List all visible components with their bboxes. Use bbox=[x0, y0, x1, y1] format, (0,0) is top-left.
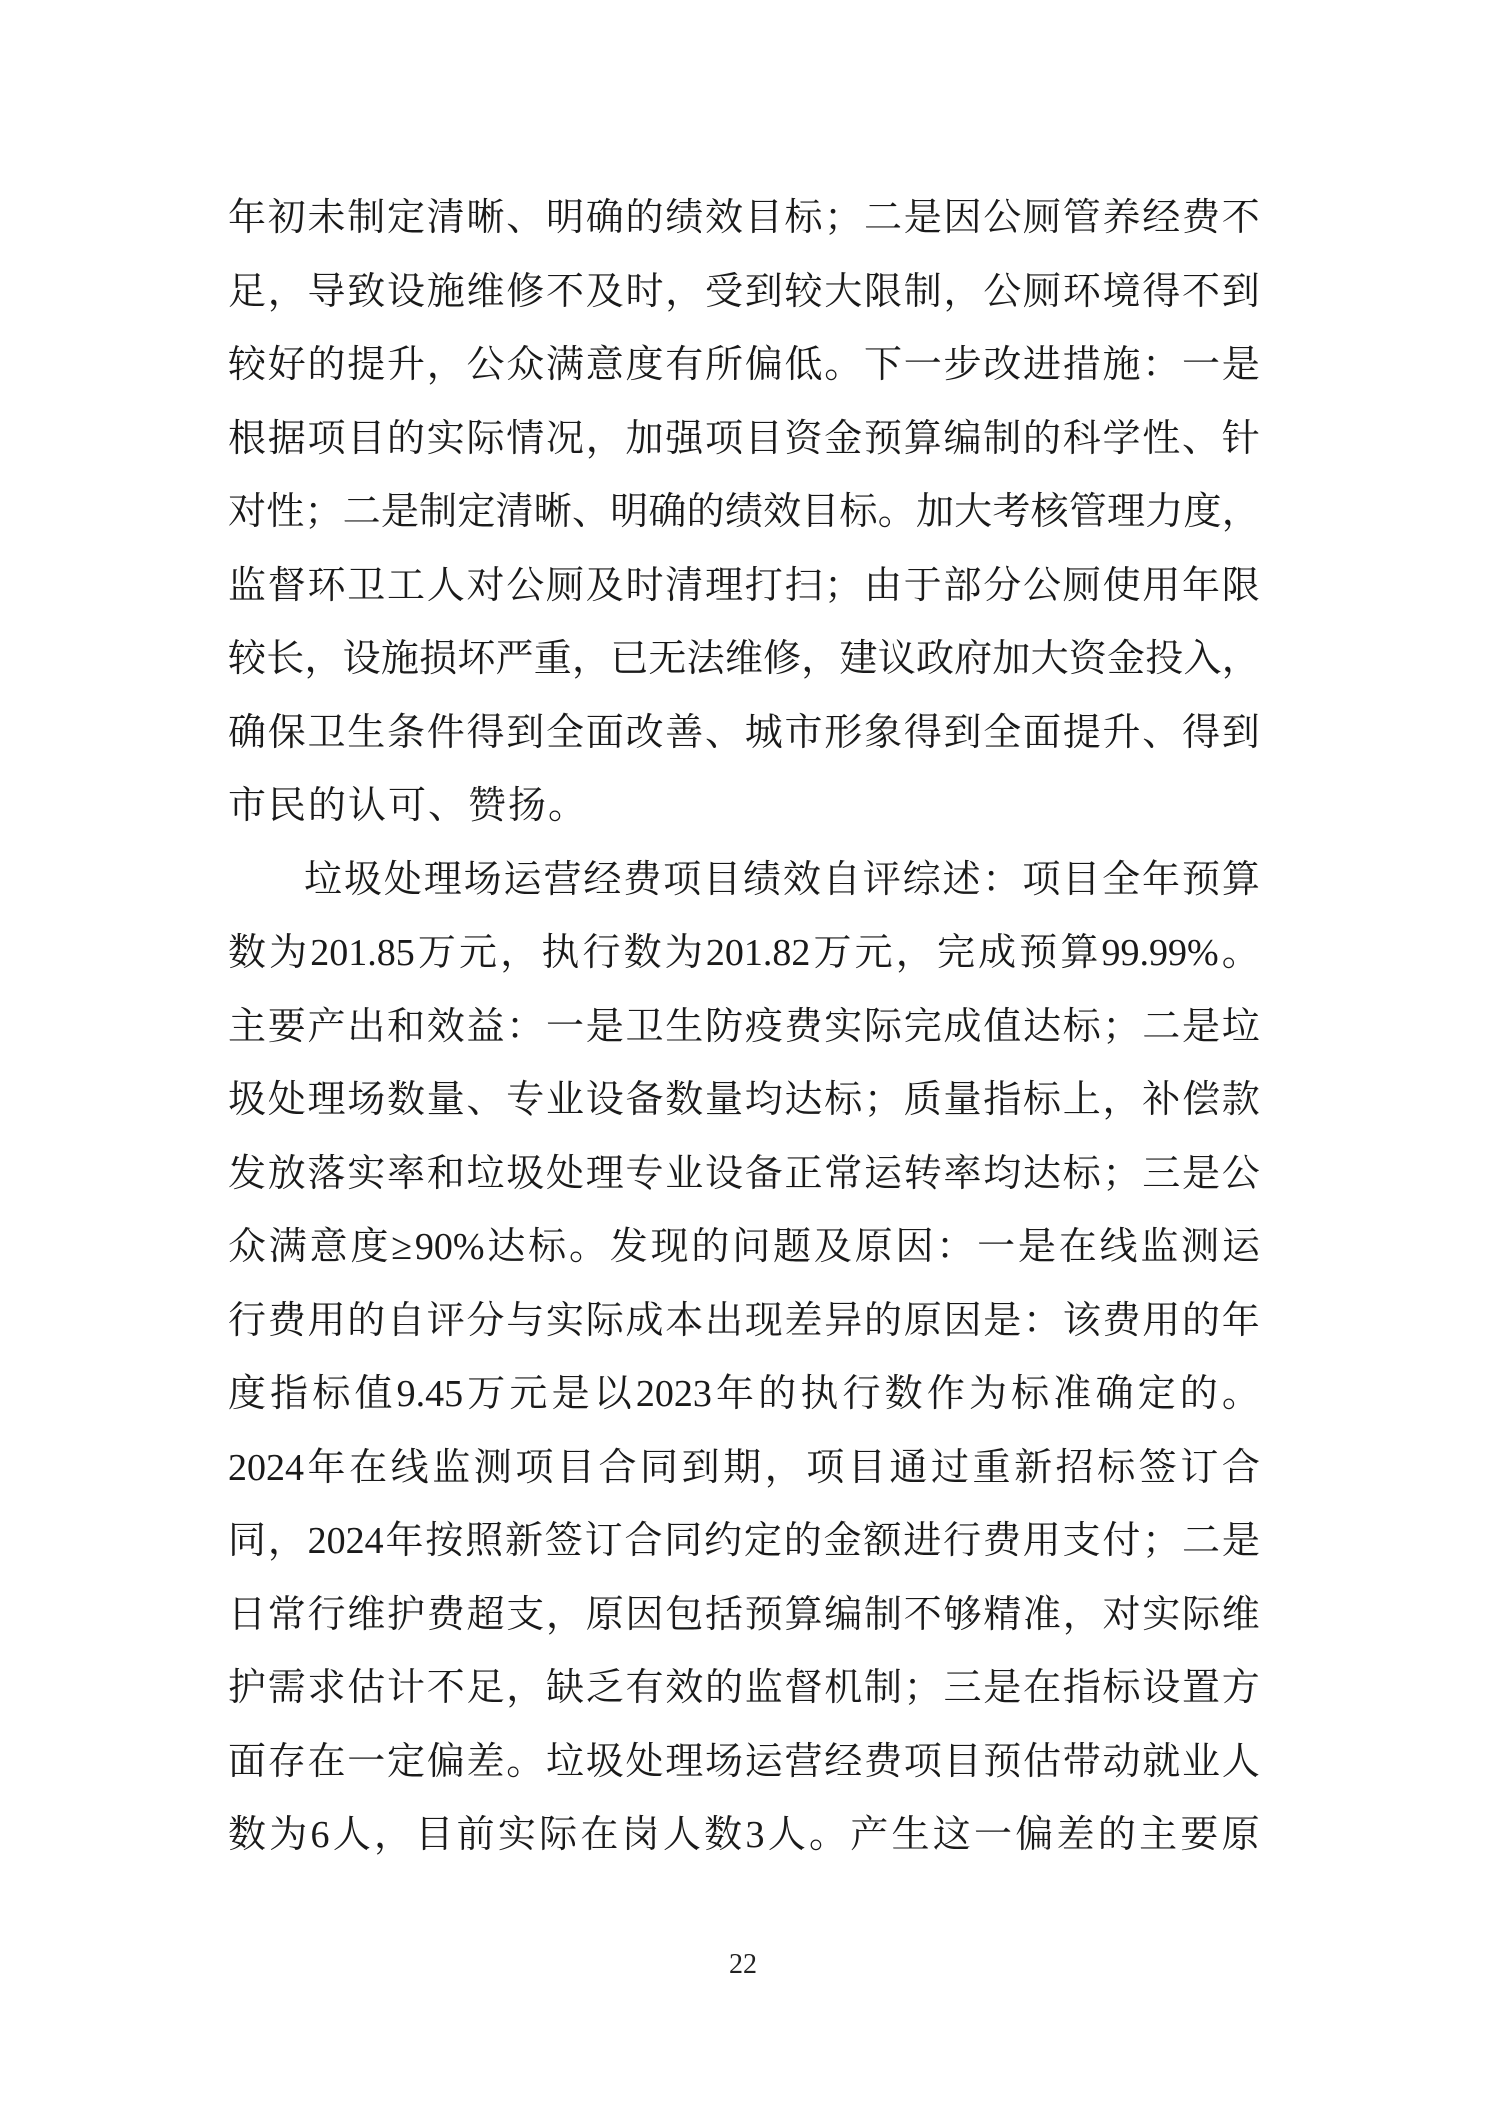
text-line: 日 常 行 维 护 费 超 支 ， 原 因 包 括 预 算 编 制 不 够 精 准 ， 对 实 际 维 bbox=[228, 1593, 1260, 1636]
paragraph bbox=[228, 844, 1260, 1873]
body-text bbox=[228, 182, 1260, 1873]
text-line: 年 初 未 制 定 清 晰 、 明 确 的 绩 效 目 标 ； 二 是 因 公 厕 管 养 经 费 不 bbox=[228, 197, 1260, 239]
text-line: 对 性 ； 二 是 制 定 清 晰 、 明 确 的 绩 效 目 标 。 加 大 考 核 管 理 力 度 ， bbox=[228, 491, 1260, 533]
text-line: 发 放 落 实 率 和 垃 圾 处 理 专 业 设 备 正 常 运 转 率 均 达 标 ； 三 是 公 bbox=[228, 1152, 1260, 1195]
text-line: 面 存 在 一 定 偏 差 。 垃 圾 处 理 场 运 营 经 费 项 目 预 估 带 动 就 业 人 bbox=[228, 1740, 1260, 1783]
text-line: 市民的认可、赞扬。 bbox=[228, 785, 589, 827]
page-number: 22 bbox=[729, 1949, 757, 1980]
text-line: 足 ， 导 致 设 施 维 修 不 及 时 ， 受 到 较 大 限 制 ， 公 厕 环 境 得 不 到 bbox=[228, 270, 1260, 313]
text-line: 较 长 ， 设 施 损 坏 严 重 ， 已 无 法 维 修 ， 建 议 政 府 加 大 资 金 投 入 ， bbox=[228, 638, 1260, 680]
text-line: 数 为 201.85 万 元 ， 执 行 数 为 201.82 万 元 ， 完 成 预 算 99.99% 。 bbox=[228, 932, 1260, 974]
text-line: 护 需 求 估 计 不 足 ， 缺 乏 有 效 的 监 督 机 制 ； 三 是 在 指 标 设 置 方 bbox=[228, 1667, 1260, 1709]
text-line: 垃 圾 处 理 场 运 营 经 费 项 目 绩 效 自 评 综 述 ： 项 目 全 年 预 算 bbox=[304, 858, 1260, 901]
text-line: 监 督 环 卫 工 人 对 公 厕 及 时 清 理 打 扫 ； 由 于 部 分 公 厕 使 用 年 限 bbox=[228, 564, 1260, 607]
text-line: 根 据 项 目 的 实 际 情 况 ， 加 强 项 目 资 金 预 算 编 制 的 科 学 性 、 针 bbox=[228, 417, 1260, 460]
text-line: 较 好 的 提 升 ， 公 众 满 意 度 有 所 偏 低 。 下 一 步 改 进 措 施 ： 一 是 bbox=[228, 344, 1260, 386]
text-line: 主 要 产 出 和 效 益 ： 一 是 卫 生 防 疫 费 实 际 完 成 值 达 标 ； 二 是 垃 bbox=[228, 1005, 1260, 1048]
text-line: 圾 处 理 场 数 量 、 专 业 设 备 数 量 均 达 标 ； 质 量 指 标 上 ， 补 偿 款 bbox=[228, 1079, 1260, 1121]
text-line: 同 ， 2024 年 按 照 新 签 订 合 同 约 定 的 金 额 进 行 费 用 支 付 ； 二 是 bbox=[228, 1520, 1260, 1562]
paragraph bbox=[228, 182, 1260, 844]
text-line: 确 保 卫 生 条 件 得 到 全 面 改 善 、 城 市 形 象 得 到 全 面 提 升 、 得 到 bbox=[228, 711, 1260, 754]
text-line: 众 满 意 度 ≥ 90% 达 标 。 发 现 的 问 题 及 原 因 ： 一 是 在 线 监 测 运 bbox=[228, 1226, 1260, 1268]
text-line: 度 指 标 值 9.45 万 元 是 以 2023 年 的 执 行 数 作 为 标 准 确 定 的 。 bbox=[228, 1373, 1260, 1415]
text-line: 数 为 6 人 ， 目 前 实 际 在 岗 人 数 3 人 。 产 生 这 一 偏 差 的 主 要 原 bbox=[228, 1814, 1260, 1856]
text-line: 行 费 用 的 自 评 分 与 实 际 成 本 出 现 差 异 的 原 因 是 ： 该 费 用 的 年 bbox=[228, 1299, 1260, 1342]
text-line: 2024 年 在 线 监 测 项 目 合 同 到 期 ， 项 目 通 过 重 新 招 标 签 订 合 bbox=[228, 1446, 1260, 1489]
